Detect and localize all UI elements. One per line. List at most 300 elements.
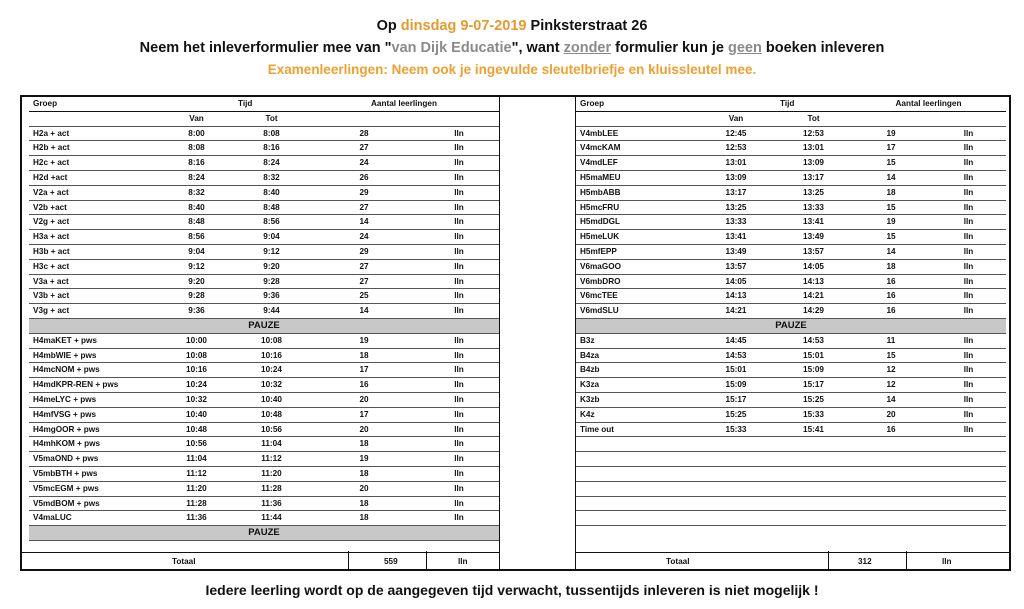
row-van: 10:32 <box>159 392 234 407</box>
row-van: 9:28 <box>159 289 234 304</box>
header-row <box>29 97 499 111</box>
row-tot: 11:36 <box>234 496 309 511</box>
row-unit: lln <box>419 259 499 274</box>
row-van: 14:45 <box>696 333 776 348</box>
schedule-row <box>576 407 1006 422</box>
empty-row <box>576 452 1006 467</box>
schedule-row <box>29 274 499 289</box>
row-unit: lln <box>419 392 499 407</box>
row-van: 15:17 <box>696 392 776 407</box>
col-header-spacer <box>159 97 234 111</box>
row-groep: H4mfVSG + pws <box>29 407 159 422</box>
row-van: 11:20 <box>159 481 234 496</box>
schedule-row <box>29 363 499 378</box>
schedule-row <box>576 289 1006 304</box>
row-tot: 8:24 <box>234 156 309 171</box>
schedule-row <box>576 156 1006 171</box>
totals-row-right <box>576 552 1009 570</box>
row-groep: K3zb <box>576 392 696 407</box>
row-van: 13:17 <box>696 185 776 200</box>
row-unit: lln <box>931 304 1006 319</box>
totaal-unit-left: lln <box>458 557 468 566</box>
subheader-row <box>29 111 499 126</box>
subheader-spacer <box>309 111 419 126</box>
schedule-row <box>576 392 1006 407</box>
row-aantal: 16 <box>851 422 931 437</box>
title-prefix: Op <box>376 18 401 34</box>
row-tot: 10:40 <box>234 392 309 407</box>
row-van: 10:16 <box>159 363 234 378</box>
col-header-tijd: Tijd <box>776 97 851 111</box>
row-tot: 14:29 <box>776 304 851 319</box>
row-unit: lln <box>931 259 1006 274</box>
row-unit: lln <box>419 156 499 171</box>
row-unit: lln <box>419 170 499 185</box>
empty-cell <box>576 511 1006 526</box>
row-groep: H5mdDGL <box>576 215 696 230</box>
schedule-row <box>576 333 1006 348</box>
row-aantal: 24 <box>309 230 419 245</box>
title-line <box>0 18 1024 34</box>
row-unit: lln <box>419 348 499 363</box>
row-aantal: 15 <box>851 348 931 363</box>
empty-row <box>576 496 1006 511</box>
schedule-table-left <box>29 97 499 541</box>
schedule-row <box>576 126 1006 141</box>
instruction-text-d: boeken inleveren <box>761 40 885 56</box>
row-unit: lln <box>931 185 1006 200</box>
row-unit: lln <box>419 422 499 437</box>
schedule-row <box>29 244 499 259</box>
subheader-spacer <box>419 111 499 126</box>
schedule-row <box>29 481 499 496</box>
row-groep: V6mdSLU <box>576 304 696 319</box>
row-groep: K3za <box>576 378 696 393</box>
schedule-row <box>576 244 1006 259</box>
row-unit: lln <box>931 156 1006 171</box>
schedule-row <box>576 230 1006 245</box>
row-aantal: 27 <box>309 259 419 274</box>
row-tot: 10:24 <box>234 363 309 378</box>
schedule-row <box>29 230 499 245</box>
schedule-row <box>29 496 499 511</box>
divider-right-start <box>575 97 576 569</box>
row-van: 13:01 <box>696 156 776 171</box>
row-tot: 10:16 <box>234 348 309 363</box>
row-aantal: 25 <box>309 289 419 304</box>
row-tot: 13:33 <box>776 200 851 215</box>
row-van: 8:40 <box>159 200 234 215</box>
row-groep: V3b + act <box>29 289 159 304</box>
row-tot: 8:40 <box>234 185 309 200</box>
row-aantal: 17 <box>309 363 419 378</box>
empty-row <box>576 481 1006 496</box>
row-unit: lln <box>419 407 499 422</box>
instruction-text-b: ", want <box>511 40 564 56</box>
row-tot: 13:09 <box>776 156 851 171</box>
col-header-tot: Tot <box>776 111 851 126</box>
row-groep: H5maMEU <box>576 170 696 185</box>
row-van: 10:08 <box>159 348 234 363</box>
row-groep: B4za <box>576 348 696 363</box>
row-tot: 11:12 <box>234 452 309 467</box>
col-header-aantal: Aantal leerlingen <box>851 97 1006 111</box>
row-unit: lln <box>419 289 499 304</box>
row-aantal: 29 <box>309 244 419 259</box>
row-tot: 8:56 <box>234 215 309 230</box>
row-van: 13:57 <box>696 259 776 274</box>
row-aantal: 19 <box>851 126 931 141</box>
row-tot: 9:04 <box>234 230 309 245</box>
schedule-row <box>29 215 499 230</box>
row-van: 9:12 <box>159 259 234 274</box>
schedule-row <box>576 200 1006 215</box>
schedule-row <box>29 392 499 407</box>
row-tot: 8:16 <box>234 141 309 156</box>
row-groep: V4mdLEF <box>576 156 696 171</box>
row-aantal: 20 <box>309 422 419 437</box>
col-header-aantal: Aantal leerlingen <box>309 97 499 111</box>
row-aantal: 12 <box>851 378 931 393</box>
row-tot: 13:41 <box>776 215 851 230</box>
row-tot: 9:20 <box>234 259 309 274</box>
row-aantal: 18 <box>309 348 419 363</box>
schedule-row <box>576 185 1006 200</box>
schedule-row <box>29 200 499 215</box>
row-groep: V6maGOO <box>576 259 696 274</box>
schedule-row <box>576 170 1006 185</box>
row-tot: 12:53 <box>776 126 851 141</box>
row-groep: B3z <box>576 333 696 348</box>
totaal-label-left: Totaal <box>172 557 196 566</box>
row-groep: V3g + act <box>29 304 159 319</box>
row-van: 14:53 <box>696 348 776 363</box>
row-van: 11:04 <box>159 452 234 467</box>
row-aantal: 11 <box>851 333 931 348</box>
empty-cell <box>576 481 1006 496</box>
row-groep: H3c + act <box>29 259 159 274</box>
row-groep: V5mbBTH + pws <box>29 466 159 481</box>
row-van: 9:36 <box>159 304 234 319</box>
footer-note: Iedere leerling wordt op de aangegeven tijd verwacht, tussentijds inleveren is niet mogelijk ! <box>205 582 819 598</box>
row-unit: lln <box>419 333 499 348</box>
instruction-line <box>0 40 1024 56</box>
schedule-row <box>29 407 499 422</box>
empty-row <box>576 466 1006 481</box>
row-van: 13:33 <box>696 215 776 230</box>
row-aantal: 27 <box>309 200 419 215</box>
col-header-tot: Tot <box>234 111 309 126</box>
row-van: 14:13 <box>696 289 776 304</box>
row-aantal: 16 <box>851 304 931 319</box>
row-van: 13:25 <box>696 200 776 215</box>
row-van: 8:56 <box>159 230 234 245</box>
row-tot: 14:21 <box>776 289 851 304</box>
row-van: 13:49 <box>696 244 776 259</box>
row-van: 15:25 <box>696 407 776 422</box>
row-unit: lln <box>419 437 499 452</box>
empty-row <box>576 437 1006 452</box>
row-unit: lln <box>931 348 1006 363</box>
row-tot: 9:12 <box>234 244 309 259</box>
row-van: 9:20 <box>159 274 234 289</box>
row-aantal: 29 <box>309 185 419 200</box>
row-tot: 15:41 <box>776 422 851 437</box>
row-unit: lln <box>931 407 1006 422</box>
schedule-row <box>576 259 1006 274</box>
subheader-row <box>576 111 1006 126</box>
empty-row <box>576 511 1006 526</box>
pauze-label: PAUZE <box>29 318 499 333</box>
row-van: 11:12 <box>159 466 234 481</box>
schedule-row <box>29 422 499 437</box>
row-unit: lln <box>931 363 1006 378</box>
row-unit: lln <box>419 496 499 511</box>
empty-cell <box>576 496 1006 511</box>
row-groep: V2b +act <box>29 200 159 215</box>
row-aantal: 27 <box>309 274 419 289</box>
row-unit: lln <box>419 230 499 245</box>
row-van: 11:28 <box>159 496 234 511</box>
row-groep: H4mbWIE + pws <box>29 348 159 363</box>
row-unit: lln <box>931 244 1006 259</box>
row-tot: 10:48 <box>234 407 309 422</box>
schedule-table-right <box>576 97 1006 526</box>
row-van: 9:04 <box>159 244 234 259</box>
row-groep: H2d +act <box>29 170 159 185</box>
row-van: 15:01 <box>696 363 776 378</box>
row-groep: V6mbDRO <box>576 274 696 289</box>
row-aantal: 18 <box>309 496 419 511</box>
row-groep: H2c + act <box>29 156 159 171</box>
emphasis-zonder: zonder <box>563 40 612 56</box>
row-tot: 10:08 <box>234 333 309 348</box>
row-aantal: 17 <box>851 141 931 156</box>
row-aantal: 16 <box>851 289 931 304</box>
row-groep: H4mcNOM + pws <box>29 363 159 378</box>
row-tot: 13:01 <box>776 141 851 156</box>
row-groep: H4mhKOM + pws <box>29 437 159 452</box>
instruction-text-a: Neem het inleverformulier mee van " <box>139 40 392 56</box>
row-aantal: 18 <box>309 437 419 452</box>
row-aantal: 12 <box>851 363 931 378</box>
row-groep: H4maKET + pws <box>29 333 159 348</box>
row-groep: V2a + act <box>29 185 159 200</box>
row-aantal: 18 <box>851 185 931 200</box>
col-header-van: Van <box>159 111 234 126</box>
schedule-row <box>29 437 499 452</box>
row-unit: lln <box>419 452 499 467</box>
row-van: 10:40 <box>159 407 234 422</box>
row-aantal: 14 <box>851 392 931 407</box>
row-groep: H5mbABB <box>576 185 696 200</box>
empty-cell <box>576 452 1006 467</box>
row-tot: 11:04 <box>234 437 309 452</box>
row-unit: lln <box>931 126 1006 141</box>
col-header-tijd: Tijd <box>234 97 309 111</box>
exam-note: Examenleerlingen: Neem ook je ingevulde sleutelbriefje en kluissleutel mee. <box>267 62 757 77</box>
row-groep: H4meLYC + pws <box>29 392 159 407</box>
pauze-label: PAUZE <box>29 526 499 541</box>
row-groep: H5mfEPP <box>576 244 696 259</box>
schedule-row <box>29 170 499 185</box>
row-aantal: 15 <box>851 200 931 215</box>
row-groep: V5mcEGM + pws <box>29 481 159 496</box>
row-unit: lln <box>931 289 1006 304</box>
row-groep: H2a + act <box>29 126 159 141</box>
row-aantal: 27 <box>309 141 419 156</box>
row-tot: 15:33 <box>776 407 851 422</box>
schedule-row <box>29 289 499 304</box>
row-aantal: 14 <box>309 304 419 319</box>
col-header-groep: Groep <box>576 97 696 111</box>
pauze-label: PAUZE <box>576 318 1006 333</box>
row-van: 12:45 <box>696 126 776 141</box>
row-tot: 13:57 <box>776 244 851 259</box>
row-aantal: 14 <box>851 170 931 185</box>
row-groep: H5mcFRU <box>576 200 696 215</box>
schedule-row <box>29 333 499 348</box>
schedule-row <box>29 126 499 141</box>
emphasis-geen: geen <box>727 40 762 56</box>
pauze-row <box>29 318 499 333</box>
row-aantal: 19 <box>309 452 419 467</box>
row-aantal: 16 <box>309 378 419 393</box>
row-groep: H5meLUK <box>576 230 696 245</box>
row-aantal: 16 <box>851 274 931 289</box>
row-van: 8:08 <box>159 141 234 156</box>
schedule-row <box>29 511 499 526</box>
schedule-row <box>29 378 499 393</box>
row-groep: H4mgOOR + pws <box>29 422 159 437</box>
row-unit: lln <box>419 304 499 319</box>
row-unit: lln <box>931 422 1006 437</box>
subheader-spacer <box>851 111 931 126</box>
row-van: 13:41 <box>696 230 776 245</box>
row-aantal: 14 <box>851 244 931 259</box>
row-groep: K4z <box>576 407 696 422</box>
row-unit: lln <box>419 274 499 289</box>
row-unit: lln <box>419 466 499 481</box>
row-tot: 13:17 <box>776 170 851 185</box>
company-name: van Dijk Educatie <box>391 40 512 56</box>
row-van: 14:21 <box>696 304 776 319</box>
row-groep: H3b + act <box>29 244 159 259</box>
row-groep: V5maOND + pws <box>29 452 159 467</box>
row-unit: lln <box>931 215 1006 230</box>
row-tot: 11:44 <box>234 511 309 526</box>
row-groep: H2b + act <box>29 141 159 156</box>
row-van: 8:48 <box>159 215 234 230</box>
row-aantal: 20 <box>309 392 419 407</box>
row-tot: 10:56 <box>234 422 309 437</box>
row-van: 15:33 <box>696 422 776 437</box>
totaal-label-right: Totaal <box>666 557 690 566</box>
empty-cell <box>576 466 1006 481</box>
schedule-row <box>29 259 499 274</box>
empty-cell <box>576 437 1006 452</box>
row-unit: lln <box>931 274 1006 289</box>
row-aantal: 18 <box>309 466 419 481</box>
row-groep: B4zb <box>576 363 696 378</box>
row-tot: 9:44 <box>234 304 309 319</box>
row-tot: 13:49 <box>776 230 851 245</box>
row-van: 8:16 <box>159 156 234 171</box>
row-aantal: 17 <box>309 407 419 422</box>
row-tot: 8:08 <box>234 126 309 141</box>
row-tot: 9:28 <box>234 274 309 289</box>
subheader-spacer <box>576 111 696 126</box>
schedule-row <box>576 304 1006 319</box>
row-groep: V2g + act <box>29 215 159 230</box>
row-unit: lln <box>931 333 1006 348</box>
totaal-value-left: 559 <box>384 557 398 566</box>
pauze-row <box>29 526 499 541</box>
pauze-row <box>576 318 1006 333</box>
row-groep: Time out <box>576 422 696 437</box>
row-van: 8:24 <box>159 170 234 185</box>
row-van: 11:36 <box>159 511 234 526</box>
row-aantal: 18 <box>851 259 931 274</box>
row-tot: 14:53 <box>776 333 851 348</box>
schedule-row <box>576 363 1006 378</box>
row-groep: V4maLUC <box>29 511 159 526</box>
col-header-spacer <box>696 97 776 111</box>
row-van: 10:48 <box>159 422 234 437</box>
title-location: Pinksterstraat 26 <box>526 18 648 34</box>
row-tot: 11:20 <box>234 466 309 481</box>
row-unit: lln <box>931 392 1006 407</box>
row-van: 8:00 <box>159 126 234 141</box>
row-van: 12:53 <box>696 141 776 156</box>
col-header-groep: Groep <box>29 97 159 111</box>
row-tot: 15:09 <box>776 363 851 378</box>
schedule-row <box>576 348 1006 363</box>
row-tot: 15:01 <box>776 348 851 363</box>
row-unit: lln <box>419 126 499 141</box>
row-aantal: 15 <box>851 156 931 171</box>
row-van: 10:24 <box>159 378 234 393</box>
row-tot: 14:13 <box>776 274 851 289</box>
row-van: 10:56 <box>159 437 234 452</box>
schedule-row <box>29 348 499 363</box>
schedule-row <box>29 156 499 171</box>
schedule-row <box>29 141 499 156</box>
schedule-row <box>576 378 1006 393</box>
row-groep: V5mdBOM + pws <box>29 496 159 511</box>
schedule-row <box>576 274 1006 289</box>
col-header-van: Van <box>696 111 776 126</box>
row-aantal: 20 <box>309 481 419 496</box>
row-unit: lln <box>931 200 1006 215</box>
row-unit: lln <box>419 511 499 526</box>
schedule-row <box>29 452 499 467</box>
row-van: 13:09 <box>696 170 776 185</box>
divider-left-end <box>499 97 500 569</box>
row-groep: V4mcKAM <box>576 141 696 156</box>
row-unit: lln <box>419 215 499 230</box>
row-aantal: 18 <box>309 511 419 526</box>
totaal-unit-right: lln <box>942 557 952 566</box>
row-van: 15:09 <box>696 378 776 393</box>
row-van: 14:05 <box>696 274 776 289</box>
row-tot: 8:32 <box>234 170 309 185</box>
header-row <box>576 97 1006 111</box>
totaal-value-right: 312 <box>858 557 872 566</box>
subheader-spacer <box>931 111 1006 126</box>
row-groep: H4mdKPR-REN + pws <box>29 378 159 393</box>
row-aantal: 28 <box>309 126 419 141</box>
